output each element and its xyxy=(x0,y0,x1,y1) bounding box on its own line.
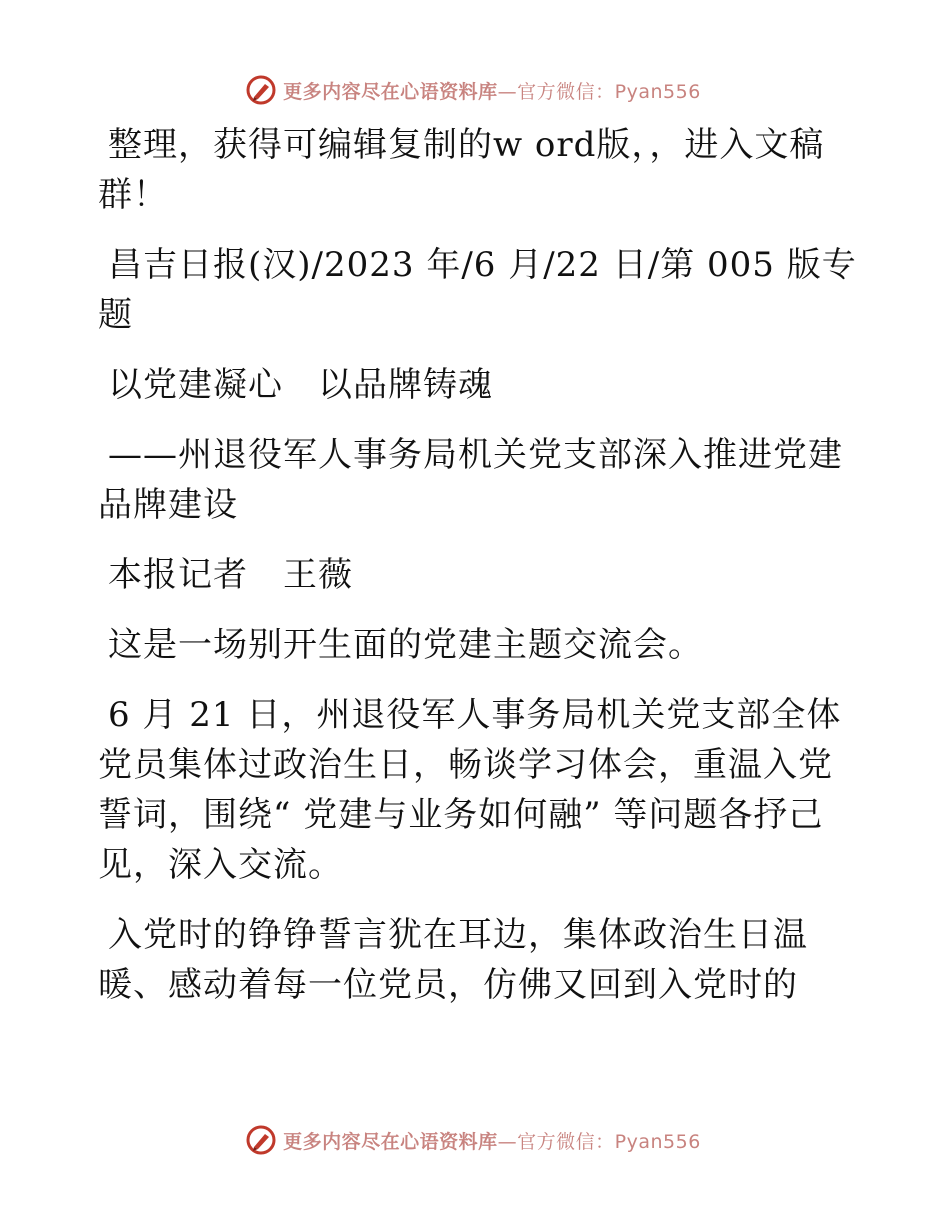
paragraph-body-2: 入党时的铮铮誓言犹在耳边，集体政治生日温暖、感动着每一位党员，仿佛又回到入党时的 xyxy=(98,915,808,1005)
document-body xyxy=(98,120,858,1030)
paragraph-intro: 整理，获得可编辑复制的w ord版，，进入文稿群！ xyxy=(98,125,825,215)
footer-watermark-banner xyxy=(0,1120,950,1160)
banner-wechat: 官方微信：Pyan556 xyxy=(517,80,701,103)
banner-separator: — xyxy=(497,80,518,103)
paragraph-body-1: 6 月 21 日，州退役军人事务局机关党支部全体党员集体过政治生日，畅谈学习体会，重温入党誓词，围绕“ 党建与业务如何融” 等问题各抒己见，深入交流。 xyxy=(98,695,842,885)
article-byline: 本报记者 王薇 xyxy=(108,555,353,595)
paragraph-lead: 这是一场别开生面的党建主题交流会。 xyxy=(108,625,703,665)
article-subtitle: ——州退役军人事务局机关党支部深入推进党建品牌建设 xyxy=(98,435,843,525)
banner-title: 更多内容尽在心语资料库 xyxy=(283,1130,498,1153)
banner-separator: — xyxy=(497,1130,518,1153)
banner-title: 更多内容尽在心语资料库 xyxy=(283,80,498,103)
header-watermark-banner xyxy=(0,70,950,110)
pen-logo-icon xyxy=(245,1124,277,1156)
article-title: 以党建凝心 以品牌铸魂 xyxy=(108,365,493,405)
pen-logo-icon xyxy=(245,74,277,106)
banner-wechat: 官方微信：Pyan556 xyxy=(517,1130,701,1153)
paragraph-source: 昌吉日报(汉)/2023 年/6 月/22 日/第 005 版专题 xyxy=(98,245,857,335)
